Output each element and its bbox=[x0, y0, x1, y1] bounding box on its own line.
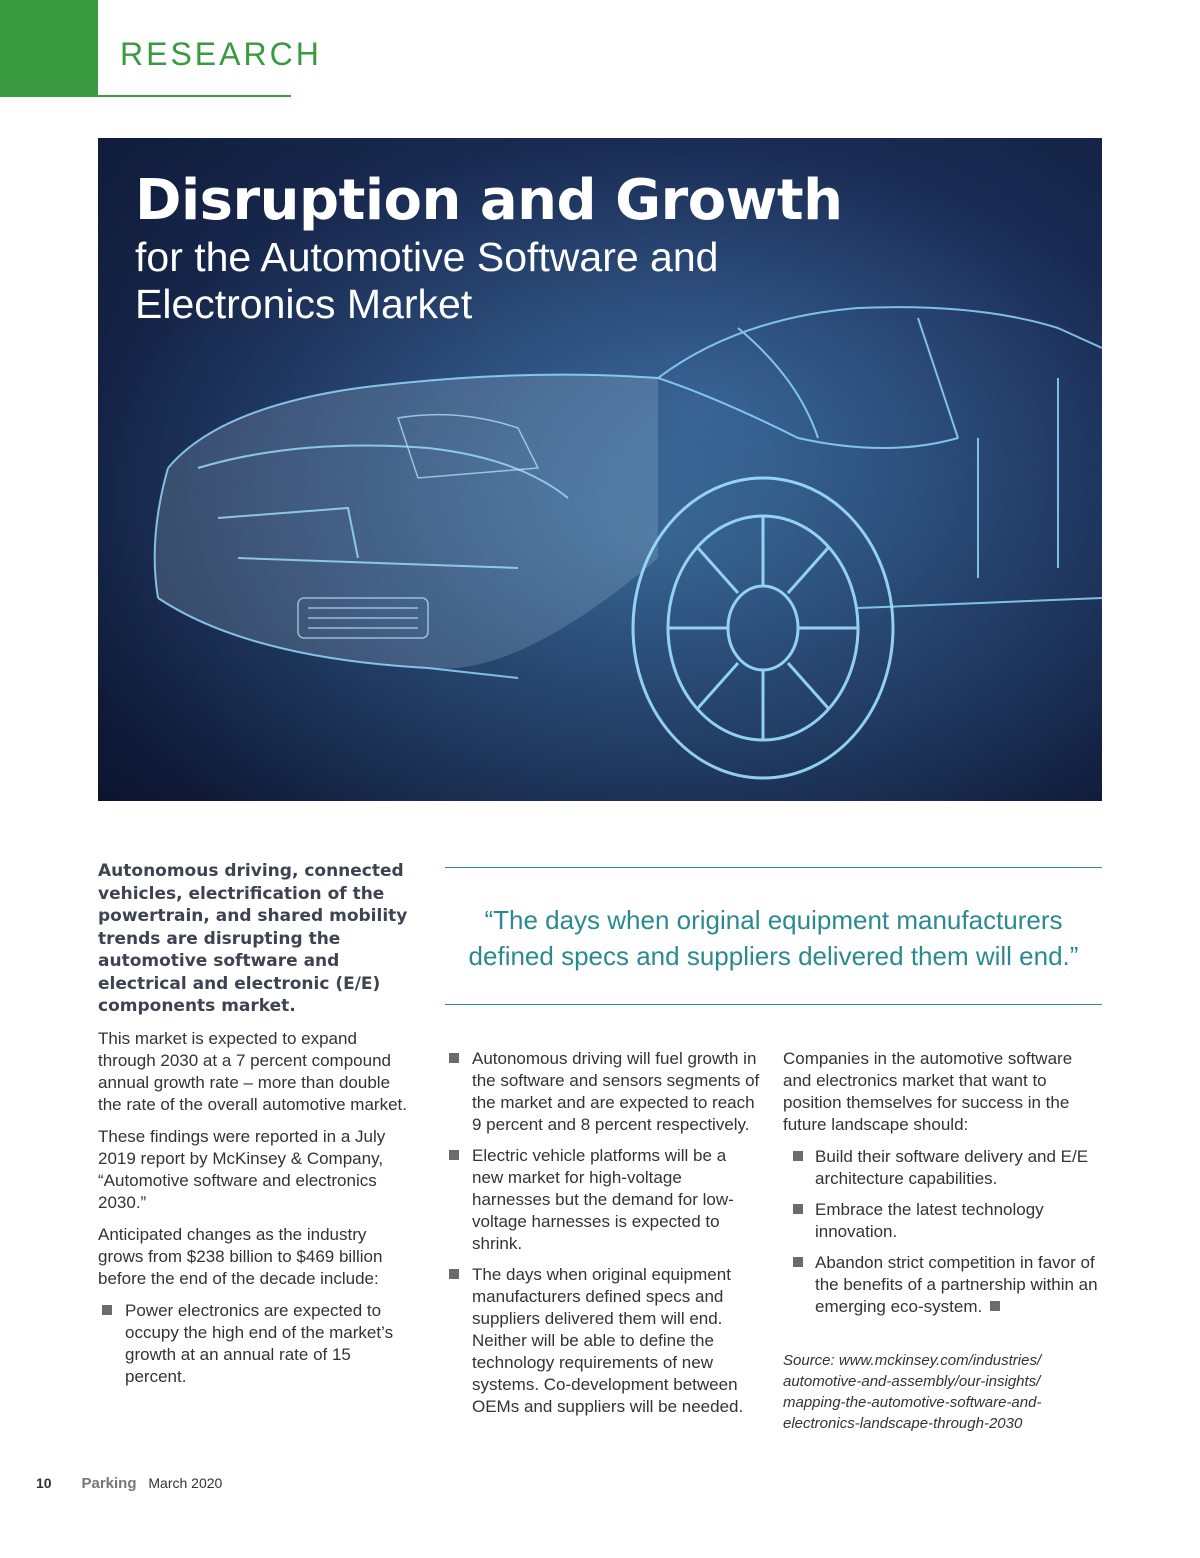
column-2 bbox=[445, 1048, 760, 1427]
list-item-text: Build their software delivery and E/E architecture capabilities. bbox=[815, 1147, 1089, 1188]
list-item bbox=[445, 1048, 760, 1136]
list-item-text: Abandon strict competition in favor of the benefits of a partnership within an emerging eco-system. bbox=[815, 1253, 1098, 1316]
square-bullet-icon bbox=[793, 1204, 803, 1214]
list-item-text: Autonomous driving will fuel growth in the software and sensors segments of the market and are expected to reach 9 percent and 8 percent respectively. bbox=[472, 1049, 760, 1134]
article-subtitle: for the Automotive Software and Electronics Market bbox=[135, 234, 719, 327]
bullet-list bbox=[445, 1048, 760, 1418]
list-item bbox=[783, 1146, 1103, 1190]
body-paragraph: Anticipated changes as the industry grows from $238 billion to $469 billion before the end of the decade include: bbox=[98, 1224, 383, 1288]
square-bullet-icon bbox=[793, 1257, 803, 1267]
body-paragraph: Companies in the automotive software and electronics market that want to position themselves for success in the future landscape should: bbox=[783, 1049, 1073, 1134]
column-1 bbox=[98, 860, 408, 1397]
body-paragraph: These findings were reported in a July 2019 report by McKinsey & Company, “Automotive software and electronics 2030.” bbox=[98, 1126, 386, 1212]
bullet-list bbox=[98, 1300, 408, 1388]
pull-quote-bottom-rule bbox=[445, 1004, 1102, 1005]
lead-paragraph: Autonomous driving, connected vehicles, electrification of the powertrain, and shared mobility trends are disrupting the automotive software and electrical and electronic (E/E) components market. bbox=[98, 861, 408, 1016]
section-color-block bbox=[0, 0, 98, 97]
pull-quote-top-rule bbox=[445, 867, 1102, 868]
list-item bbox=[783, 1199, 1103, 1243]
square-bullet-icon bbox=[449, 1269, 459, 1279]
body-paragraph: This market is expected to expand through 2030 at a 7 percent compound annual growth rate – more than double the rate of the overall automotive market. bbox=[98, 1028, 407, 1114]
list-item-text: Embrace the latest technology innovation. bbox=[815, 1200, 1044, 1241]
square-bullet-icon bbox=[449, 1150, 459, 1160]
page-number: 10 bbox=[36, 1475, 52, 1491]
square-bullet-icon bbox=[449, 1053, 459, 1063]
list-item bbox=[445, 1264, 760, 1418]
list-item-text: Electric vehicle platforms will be a new market for high-voltage harnesses but the demand for low-voltage harnesses is expected to shrink. bbox=[472, 1146, 734, 1253]
list-item bbox=[783, 1252, 1103, 1318]
source-citation: Source: www.mckinsey.com/industries/ automotive-and-assembly/our-insights/ mapping-the-automotive-software-and- electronics-landscape-through-2030 bbox=[783, 1352, 1042, 1432]
square-bullet-icon bbox=[102, 1305, 112, 1315]
end-mark-icon bbox=[990, 1301, 1000, 1311]
list-item bbox=[445, 1145, 760, 1255]
bullet-list bbox=[783, 1146, 1103, 1318]
pull-quote: “The days when original equipment manufacturers defined specs and suppliers delivered them will end.” bbox=[468, 905, 1079, 971]
list-item bbox=[98, 1300, 408, 1388]
page-footer bbox=[36, 1475, 222, 1492]
issue-date: March 2020 bbox=[148, 1475, 223, 1491]
hero-image bbox=[98, 138, 1102, 801]
list-item-text: Power electronics are expected to occupy the high end of the market’s growth at an annual rate of 15 percent. bbox=[125, 1300, 394, 1386]
column-3 bbox=[783, 1048, 1103, 1434]
section-label: RESEARCH bbox=[120, 36, 322, 72]
list-item-text: The days when original equipment manufacturers defined specs and suppliers delivered them will end. Neither will be able to define the technology requirements of new systems. Co-development between OEMs and suppliers will be needed. bbox=[472, 1265, 744, 1416]
section-underline bbox=[98, 95, 291, 97]
article-title: Disruption and Growth bbox=[135, 168, 843, 233]
magazine-name: Parking bbox=[81, 1475, 137, 1492]
square-bullet-icon bbox=[793, 1151, 803, 1161]
